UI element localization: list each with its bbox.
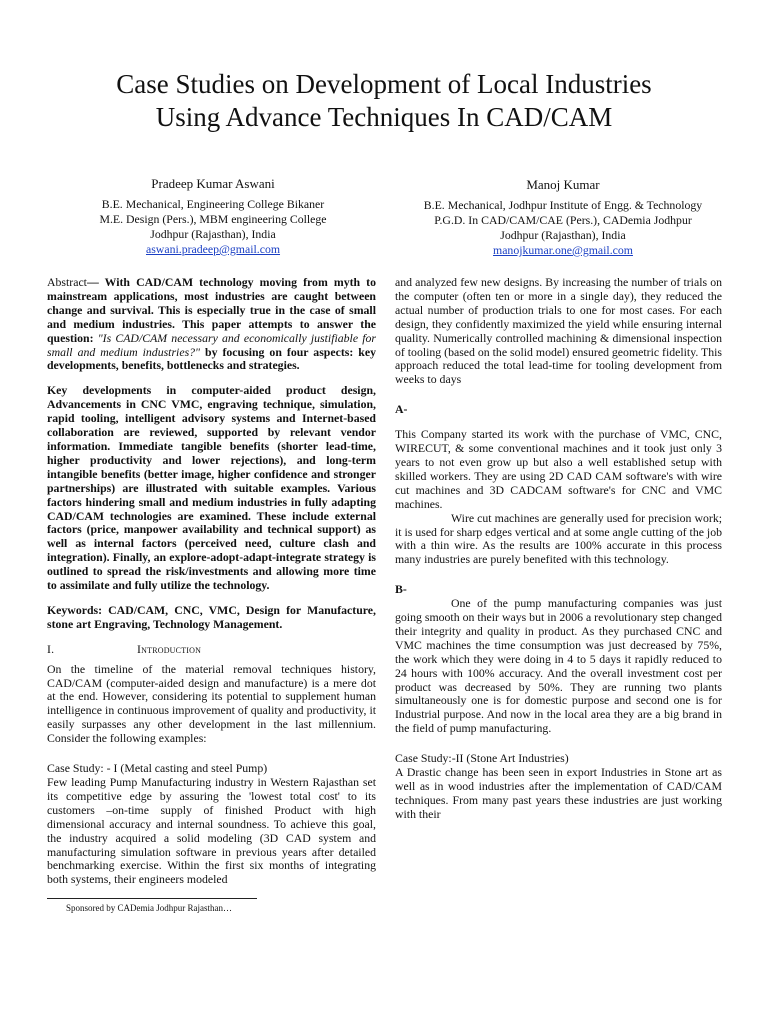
author-email-link[interactable]: aswani.pradeep@gmail.com: [145, 242, 281, 256]
subsection-b-label: B-: [395, 582, 407, 597]
author-name: Pradeep Kumar Aswani: [151, 176, 275, 191]
abstract-text-end: by focusing on four aspects: key developments, benefits, bottlenecks and strategies.: [47, 344, 376, 373]
case-study-2-heading: Case Study:-II (Stone Art Industries): [395, 751, 569, 766]
paper-title-line-2: Using Advance Techniques In CAD/CAM: [155, 102, 613, 132]
key-developments-paragraph: Key developments in computer-aided product design, Advancements in CNC VMC, engraving technique, simulation, rapid tooling, intelligent advisory systems and Internet-based collaboration are reviewed, supported by relevant vendor information. Immediate tangible benefits (shorter lead-time, higher productivity and lower rejections), and long-term intangible benefits (better image, higher confidence and stronger partnerships) are illustrated with suitable examples. Various factors hindering small and medium industries in fully adapting CAD/CAM technologies are examined. These include external factors (price, manpower availability and technical support) as well as internal factors (perceived need, culture clash and integration). Finally, an explore-adopt-adapt-integrate strategy is outlined to spread the risk/investments and allowing more time to assimilate and fully utilize the technology.: [47, 383, 376, 593]
section-title: Introduction: [137, 641, 202, 656]
author-email-link[interactable]: manojkumar.one@gmail.com: [493, 243, 633, 257]
subsection-b-paragraph: [395, 597, 722, 736]
author-affiliation-line: M.E. Design (Pers.), MBM engineering College: [99, 212, 327, 226]
author-block-2: [398, 177, 728, 258]
section-heading: [47, 643, 376, 657]
paper-title-line-1: Case Studies on Development of Local Industries: [116, 69, 652, 99]
author-location: Jodhpur (Rajasthan), India: [150, 227, 276, 241]
abstract-paragraph: [47, 276, 376, 373]
author-affiliation-line: B.E. Mechanical, Jodhpur Institute of Engg. & Technology: [423, 198, 703, 212]
abstract-question: "Is CAD/CAM necessary and economically justifiable for small and medium industries?": [47, 330, 376, 359]
right-column: [395, 276, 722, 822]
author-name: Manoj Kumar: [526, 177, 600, 192]
subsection-b-text: One of the pump manufacturing companies was just going smooth on their ways but in 2006 a revolutionary step changed their integrity and quality in product. As they purchased CNC and VMC machines the time consumption was just decreased by 75%, the work which they were doing in 4 to 5 days it rapidly reduced to 24 hours with 100% accuracy. And the overall investment cost per product was decreased by 50%. They are running two plants simultaneously one is for domestic purpose and second one is for Industrial purpose. And now in the local area they are a big brand in the field of pump manufacturing.: [395, 596, 722, 736]
footnote-divider: [47, 898, 257, 899]
section-number: I.: [47, 641, 55, 656]
subsection-a-label: A-: [395, 402, 408, 417]
abstract-label: Abstract: [47, 275, 87, 289]
left-column: [47, 276, 376, 887]
introduction-paragraph: On the timeline of the material removal techniques history, CAD/CAM (computer-aided design and manufacture) is a mere dot at the end. However, considering its potential to supplement human intelligence in continuous improvement of quality and productivity, it easily surpasses any other development in the last millennium. Consider the following examples:: [47, 661, 376, 746]
author-affiliation-line: B.E. Mechanical, Engineering College Bikaner: [101, 197, 325, 211]
subsection-a-paragraph-2: [395, 512, 722, 568]
keywords-paragraph: Keywords: CAD/CAM, CNC, VMC, Design for Manufacture, stone art Engraving, Technology Management.: [47, 602, 376, 631]
case-study-1-paragraph: Few leading Pump Manufacturing industry in Western Rajasthan set its competitive edge by assuring the 'lowest total cost' to its customers –on-time supply of finished Product with high dimensional accuracy and internal soundness. To achieve this goal, the industry acquired a solid modeling (3D CAD system and manufacturing simulation software in previous years after detailed benchmarking exercise. Within the first six months of integrating both systems, their engineers modeled: [47, 775, 376, 887]
author-affiliation-line: P.G.D. In CAD/CAM/CAE (Pers.), CADemia Jodhpur: [434, 213, 692, 227]
subsection-a-text-2: Wire cut machines are generally used for precision work; it is used for sharp edges vertical and at some angle cutting of the job with a thin wire. As the results are 100% accurate in this process many industries are purely benefited with this technology.: [395, 510, 722, 567]
paper-title: [40, 68, 728, 134]
continuation-paragraph: and analyzed few new designs. By increasing the number of trials on the computer (often ten or more in a single day), they reduced the actual number of production trials to one for most cases. For each design, they confidently maximized the yield while ensuring internal quality. Numerically controlled machining & dimensional inspection of tooling (based on the solid model) ensured geometric fidelity. This approach reduced the total lead-time for tooling development from weeks to days: [395, 275, 722, 387]
case-study-1-heading: Case Study: - I (Metal casting and steel Pump): [47, 761, 268, 776]
footnote-sponsor: Sponsored by CADemia Jodhpur Rajasthan…: [66, 903, 232, 913]
author-location: Jodhpur (Rajasthan), India: [500, 228, 626, 242]
case-study-2-paragraph: A Drastic change has been seen in export Industries in Stone art as well as in wood industries after the implementation of CAD/CAM techniques. From many past years these industries are just working with their: [395, 765, 722, 821]
author-block-1: [48, 176, 378, 257]
subsection-a-paragraph: This Company started its work with the purchase of VMC, CNC, WIRECUT, & some conventional machines and it took just only 3 years to not even grow up but also a well established setup with skilled workers. They are using 2D CAD CAM software's with wire cut machines and 3D CADCAM software's for CNC and VMC machines.: [395, 427, 722, 511]
abstract-text: — With CAD/CAM technology moving from myth to mainstream applications, most industries are caught between change and survival. This is especially true in the case of small and medium industries. This paper attempts to answer the question:: [47, 275, 376, 345]
